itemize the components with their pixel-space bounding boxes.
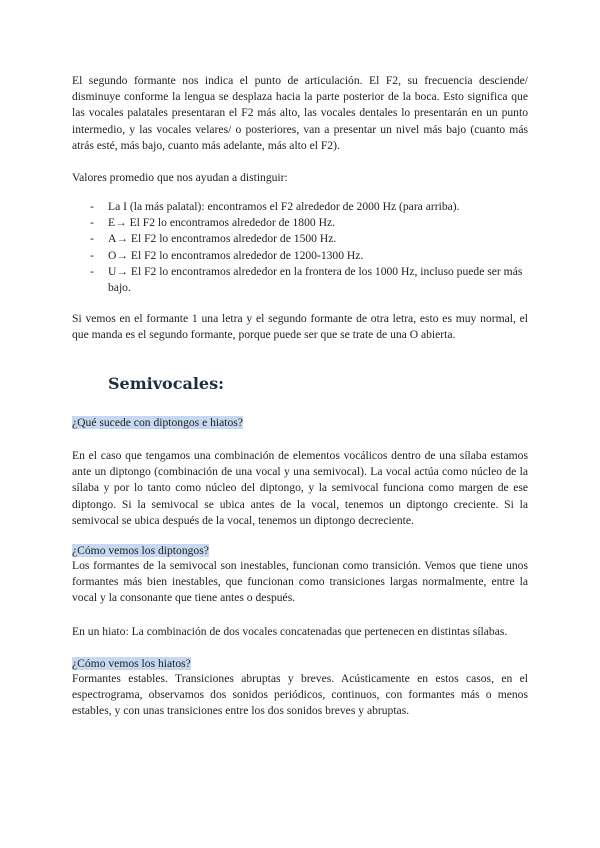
list-item-text: La I (la más palatal): encontramos el F2 alrededor de 2000 Hz (para arriba). (108, 200, 460, 213)
bullet-dash: - (90, 216, 94, 230)
section-heading-semivocales: Semivocales: (108, 374, 224, 393)
list-item (72, 264, 528, 296)
bullet-dash: - (90, 232, 94, 246)
paragraph-second-formant: El segundo formante nos indica el punto de articulación. El F2, su frecuencia desciende/ disminuye conforme la lengua se desplaza hacia la parte posterior de la boca. Esto significa que las vocales palatales presentaran el F2 más alto, las vocales dentales lo presentarán en un punto intermedio, y las vocales velares/ o posteriores, van a presentar un nivel más bajo (cuanto más atrás esté, más bajo, cuanto más adelante, más alto el F2). (72, 74, 528, 152)
question-diptongos-hiatos (72, 415, 528, 431)
bullet-dash: - (90, 264, 94, 278)
paragraph-first-formant-note: Si vemos en el formante 1 una letra y el segundo formante de otra letra, esto es muy normal, el que manda es el segundo formante, porque puede ser que se trate de una O abierta. (72, 312, 528, 342)
bullet-dash: - (90, 248, 94, 262)
highlighted-question: ¿Cómo vemos los hiatos? (72, 657, 191, 670)
paragraph-semivocal-formants: Los formantes de la semivocal son inestables, funcionan como transición. Vemos que tiene unos formantes más bien inestables, que funcionan como transiciones largas normalmente, entre la vocal y la consonante que tiene antes o después. (72, 559, 528, 605)
paragraph-diptongo-definition: En el caso que tengamos una combinación de elementos vocálicos dentro de una sílaba estamos ante un diptongo (combinación de una vocal y una semivocal). La vocal actúa como núcleo de la sílaba y por lo tanto como núcleo del diptongo, y la semivocal funciona como margen de ese diptongo. Si la semivocal se ubica antes de la vocal, tenemos un diptongo creciente. Si la semivocal se ubica después de la vocal, tenemos un diptongo decreciente. (72, 449, 528, 527)
paragraph-hiato-definition: En un hiato: La combinación de dos vocales concatenadas que pertenecen en distintas sílabas. (72, 625, 508, 638)
question-hiatos (72, 656, 528, 672)
list-item (72, 215, 528, 231)
formant-values-list (72, 199, 528, 296)
list-item-text: A→ El F2 lo encontramos alrededor de 1500 Hz. (108, 232, 337, 246)
paragraph-hiato-formants: Formantes estables. Transiciones abruptas y breves. Acústicamente en estos casos, en el espectrograma, observamos dos sonidos periódicos, continuos, con formantes más o menos estables, y con unas transiciones entre los dos sonidos breves y abruptas. (72, 672, 528, 718)
highlighted-question: ¿Qué sucede con diptongos e hiatos? (72, 416, 243, 429)
paragraph-average-values-intro: Valores promedio que nos ayudan a distinguir: (72, 171, 288, 184)
list-item-text: E→ El F2 lo encontramos alrededor de 1800 Hz. (108, 216, 335, 230)
list-item (72, 199, 528, 215)
highlighted-question: ¿Cómo vemos los diptongos? (72, 544, 209, 557)
list-item-text: O→ El F2 lo encontramos alrededor de 1200-1300 Hz. (108, 248, 364, 262)
list-item (72, 248, 528, 264)
question-diptongos (72, 543, 528, 559)
bullet-dash: - (90, 200, 94, 213)
list-item (72, 231, 528, 247)
list-item-text: U→ El F2 lo encontramos alrededor en la frontera de los 1000 Hz, incluso puede ser más bajo. (108, 264, 523, 295)
